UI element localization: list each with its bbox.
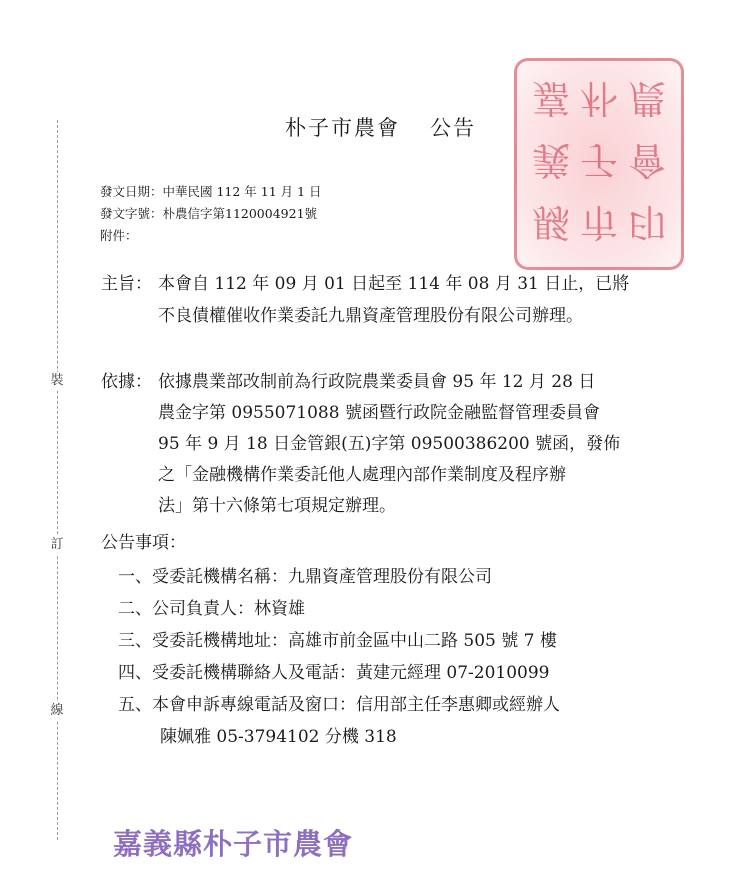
notice-item: 四、受委託機構聯絡人及電話：黃建元經理 07-2010099 [118,663,550,683]
notice-heading: 公告事項： [101,533,186,553]
notice-item: 二、公司負責人：林資雄 [118,599,305,619]
basis-line: 之「金融機構作業委託他人處理內部作業制度及程序辦 [158,465,566,485]
basis-label: 依據： [101,372,152,392]
seal-glyph: 縣 [531,200,570,245]
seal-glyph: 子 [579,138,618,183]
subject-label: 主旨： [101,274,152,294]
basis-line: 法」第十六條第七項規定辦理。 [158,496,396,516]
notice-item: 一、受委託機構名稱：九鼎資產管理股份有限公司 [118,567,492,587]
notice-item: 三、受委託機構地址：高雄市前金區中山二路 505 號 7 樓 [118,631,557,651]
seal-glyph: 市 [579,200,618,245]
seal-glyph: 農 [627,76,666,121]
issue-date: 發文日期：中華民國 112 年 11 月 1 日 [100,184,322,199]
basis-line: 95 年 9 月 18 日金管銀(五)字第 09500386200 號函，發佈 [158,434,621,454]
issue-number: 發文字號：朴農信字第1120004921號 [100,206,318,221]
org-stamp: 嘉義縣朴子市農會 [113,827,354,861]
official-seal [514,58,684,270]
binding-char-zhuang: 裝 [48,372,66,390]
binding-line [57,120,58,840]
subject-line: 不良債權催收作業委託九鼎資產管理股份有限公司辦理。 [158,306,583,326]
binding-char-ding: 訂 [48,536,66,554]
notice-item-continuation: 陳姵雅 05-3794102 分機 318 [160,727,397,747]
notice-item: 五、本會申訴專線電話及窗口：信用部主任李惠卿或經辦人 [118,695,560,715]
title-org: 朴子市農會 [285,116,400,140]
seal-glyph: 朴 [579,76,618,121]
basis-line: 依據農業部改制前為行政院農業委員會 95 年 12 月 28 日 [158,372,596,392]
seal-glyph: 義 [531,138,570,183]
title-type: 公告 [430,116,476,140]
subject-line: 本會自 112 年 09 月 01 日起至 114 年 08 月 31 日止，已將 [158,274,630,294]
attachment: 附件： [100,228,138,243]
binding-char-xian: 線 [48,702,66,720]
seal-glyph: 嘉 [531,76,570,121]
seal-glyph: 會 [627,138,666,183]
basis-line: 農金字第 0955071088 號函暨行政院金融監督管理委員會 [158,403,600,423]
page-title [285,112,476,142]
seal-glyph: 印 [627,200,666,245]
